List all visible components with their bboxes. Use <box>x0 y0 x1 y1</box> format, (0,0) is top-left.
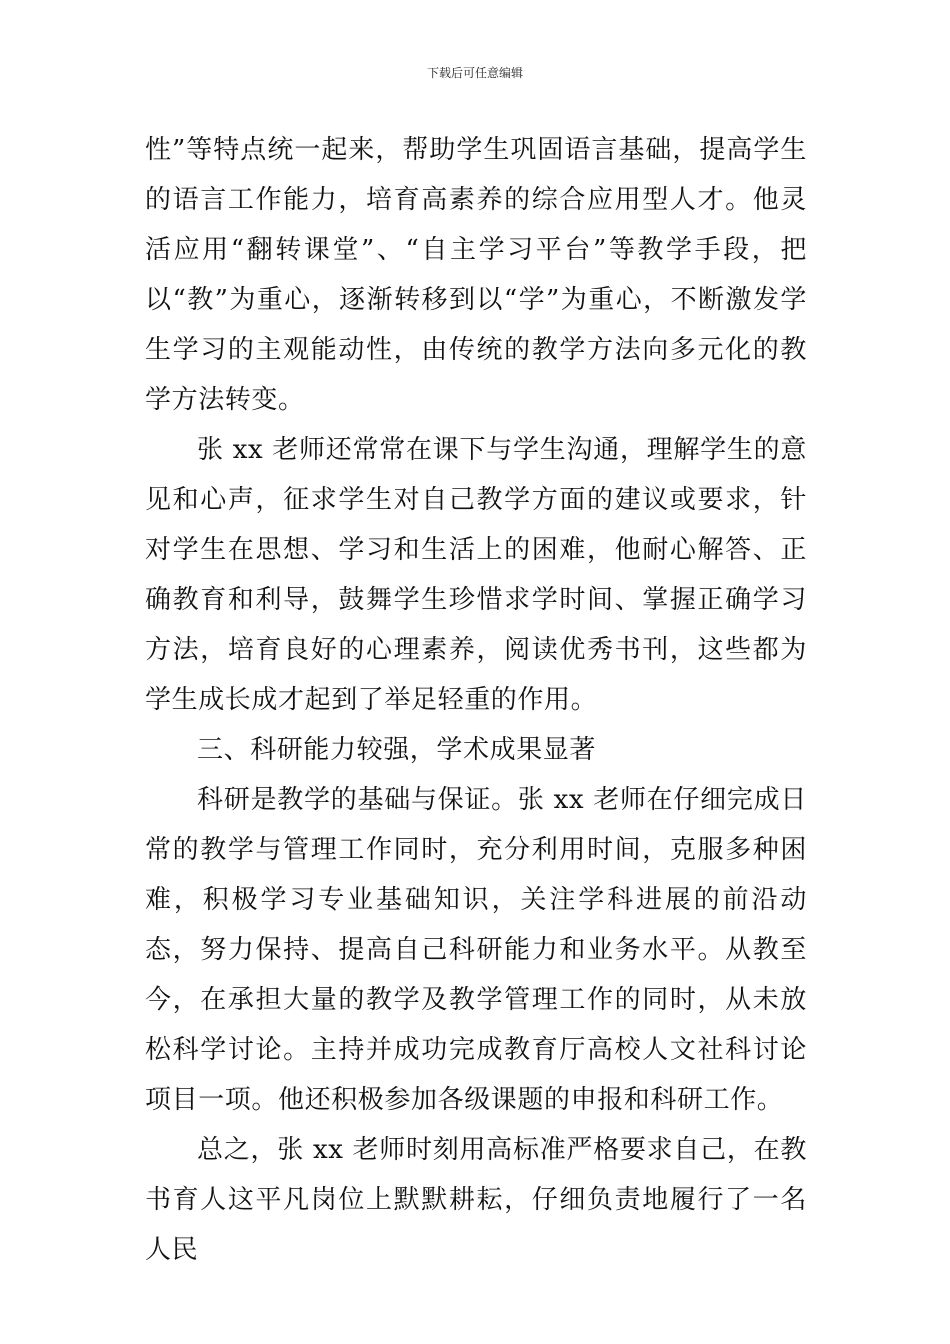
document-body <box>145 125 807 1275</box>
paragraph-3: 科研是教学的基础与保证。张 xx 老师在仔细完成日常的教学与管理工作同时，充分利用时间，克服多种困难，积极学习专业基础知识，关注学科进展的前沿动态，努力保持、提高自己科研能力和业务水平。从教至今，在承担大量的教学及教学管理工作的同时，从未放松科学讨论。主持并成功完成教育厅高校人文社科讨论项目一项。他还积极参加各级课题的申报和科研工作。 <box>145 785 807 1115</box>
section-heading: 三、科研能力较强，学术成果显著 <box>197 735 597 765</box>
paragraph-4: 总之，张 xx 老师时刻用高标准严格要求自己，在教书育人这平凡岗位上默默耕耘，仔细负责地履行了一名人民 <box>145 1135 807 1265</box>
paragraph-1: 性”等特点统一起来，帮助学生巩固语言基础，提高学生的语言工作能力，培育高素养的综合应用型人才。他灵活应用“翻转课堂”、“自主学习平台”等教学手段，把以“教”为重心，逐渐转移到以“学”为重心，不断激发学生学习的主观能动性，由传统的教学方法向多元化的教学方法转变。 <box>145 135 807 415</box>
paragraph-2: 张 xx 老师还常常在课下与学生沟通，理解学生的意见和心声，征求学生对自己教学方面的建议或要求，针对学生在思想、学习和生活上的困难，他耐心解答、正确教育和利导，鼓舞学生珍惜求学时间、掌握正确学习方法，培育良好的心理素养，阅读优秀书刊，这些都为学生成长成才起到了举足轻重的作用。 <box>145 435 807 715</box>
page-header: 下载后可任意编辑 <box>426 66 523 80</box>
